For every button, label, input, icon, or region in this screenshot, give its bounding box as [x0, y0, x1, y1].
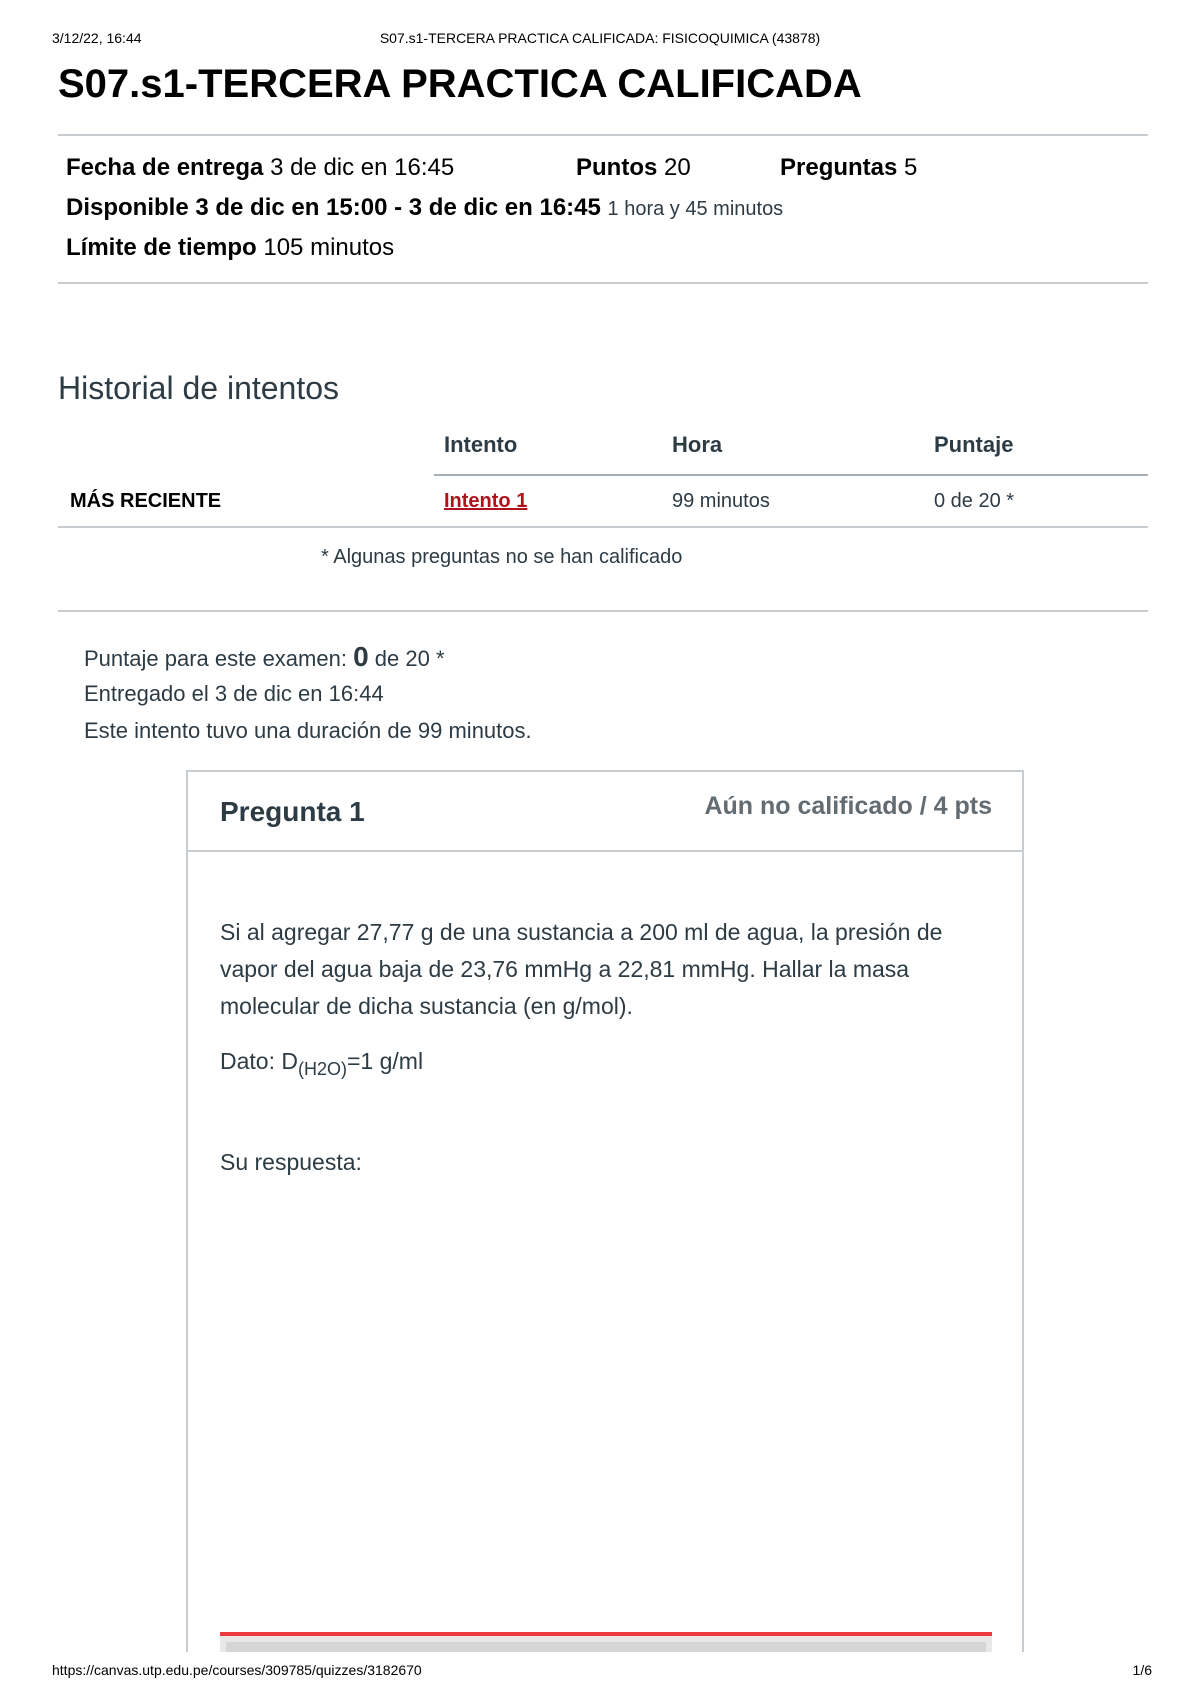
available-label: Disponible: [66, 194, 189, 221]
print-document-title: S07.s1-TERCERA PRACTICA CALIFICADA: FISICOQUIMICA (43878): [379, 30, 821, 46]
print-header: [0, 30, 1200, 50]
details-row-1: [66, 150, 918, 190]
due-label: Fecha de entrega: [66, 154, 264, 181]
divider: [58, 134, 1148, 136]
answer-label: Su respuesta:: [220, 1149, 362, 1175]
data-subscript: (H2O): [297, 1059, 347, 1079]
question-body: [220, 914, 1000, 1199]
data-suffix: =1 g/ml: [346, 1048, 424, 1074]
column-header-attempt: Intento: [444, 432, 518, 457]
print-date: 3/12/22, 16:44: [52, 30, 142, 46]
attempt-summary: [84, 640, 532, 751]
details-row-3: [66, 230, 783, 270]
answer-box[interactable]: [220, 1632, 992, 1652]
attempt-time: 99 minutos: [672, 490, 770, 512]
question-status: Aún no calificado / 4 pts: [704, 792, 992, 820]
data-prefix: Dato: D: [220, 1048, 298, 1074]
table-header-divider: [434, 474, 1148, 476]
history-title: Historial de intentos: [58, 370, 340, 406]
divider: [58, 282, 1148, 284]
question-header: [188, 772, 1022, 852]
print-url: https://canvas.utp.edu.pe/courses/309785/quizzes/3182670: [52, 1662, 422, 1678]
time-limit-label: Límite de tiempo: [66, 234, 257, 261]
row-label: MÁS RECIENTE: [70, 490, 222, 512]
duration-line: Este intento tuvo una duración de 99 minutos.: [84, 718, 532, 743]
submitted-line: Entregado el 3 de dic en 16:44: [84, 681, 384, 706]
time-limit-value: 105 minutos: [263, 234, 395, 261]
question-data: [220, 1043, 1000, 1088]
divider: [58, 610, 1148, 612]
answer-box-inner: [226, 1642, 986, 1652]
attempt-link[interactable]: Intento 1: [444, 490, 528, 512]
quiz-details: [66, 150, 918, 270]
column-header-time: Hora: [672, 432, 723, 457]
points-value: 20: [664, 154, 691, 181]
points-label: Puntos: [576, 154, 658, 181]
details-row-2: [66, 190, 783, 230]
questions-value: 5: [904, 154, 918, 181]
attempt-score: 0 de 20 *: [934, 490, 1015, 512]
due-value: 3 de dic en 16:45: [270, 154, 455, 181]
points-field: [576, 150, 691, 186]
score-value: 0: [353, 641, 369, 672]
question-title: Pregunta 1: [220, 796, 365, 827]
available-value: 3 de dic en 15:00 - 3 de dic en 16:45: [195, 194, 601, 221]
question-text: Si al agregar 27,77 g de una sustancia a 200 ml de agua, la presión de vapor del agua baja de 23,76 mmHg a 22,81 mmHg. Hallar la masa molecular de dicha sustancia (en g/mol).: [220, 919, 943, 1019]
page-title: S07.s1-TERCERA PRACTICA CALIFICADA: [58, 62, 862, 106]
footnote: * Algunas preguntas no se han calificado: [321, 546, 683, 568]
score-line: [84, 640, 532, 677]
questions-field: [780, 150, 917, 186]
score-suffix: de 20 *: [374, 646, 445, 671]
available-duration: 1 hora y 45 minutos: [607, 198, 784, 220]
column-header-score: Puntaje: [934, 432, 1014, 457]
question-card: [186, 770, 1024, 1652]
questions-label: Preguntas: [780, 154, 898, 181]
score-prefix: Puntaje para este examen:: [84, 646, 347, 671]
table-row-divider: [58, 526, 1148, 528]
page-number: 1/6: [1132, 1662, 1152, 1678]
print-footer: [0, 1662, 1200, 1682]
